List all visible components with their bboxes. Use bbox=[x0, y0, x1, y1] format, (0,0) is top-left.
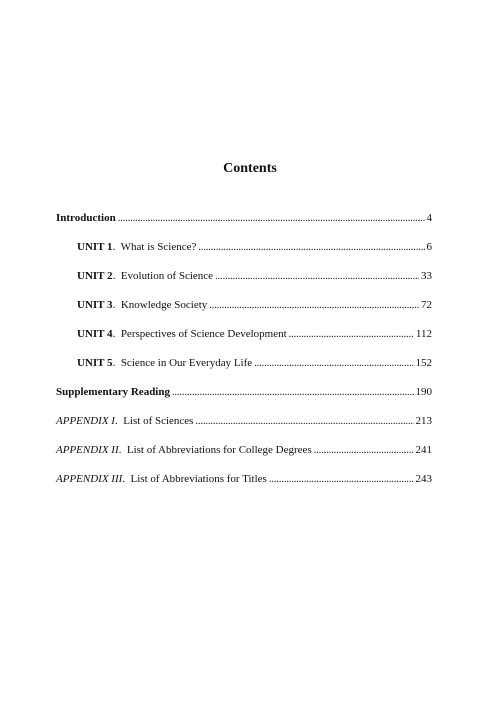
toc-entry-introduction[interactable] bbox=[56, 208, 432, 237]
dot-leader bbox=[314, 441, 414, 461]
toc-entry-unit-4[interactable] bbox=[56, 324, 432, 353]
toc-entry-label: Introduction bbox=[56, 212, 116, 224]
toc-entry-label: UNIT 5. Science in Our Everyday Life bbox=[77, 357, 253, 369]
toc-entry-label: APPENDIX I. List of Sciences bbox=[56, 415, 194, 427]
toc-entry-appendix-3[interactable] bbox=[56, 469, 432, 498]
toc-page-number: 241 bbox=[415, 444, 432, 456]
dot-leader bbox=[254, 354, 413, 374]
dot-leader bbox=[269, 470, 414, 490]
table-of-contents bbox=[56, 208, 432, 498]
toc-entry-appendix-1[interactable] bbox=[56, 411, 432, 440]
toc-page-number: 33 bbox=[421, 270, 432, 282]
page-title: Contents bbox=[223, 161, 277, 176]
toc-page-number: 213 bbox=[415, 415, 432, 427]
dot-leader bbox=[198, 238, 424, 258]
toc-entry-appendix-2[interactable] bbox=[56, 440, 432, 469]
dot-leader bbox=[172, 383, 414, 403]
dot-leader bbox=[215, 267, 419, 287]
dot-leader bbox=[118, 209, 425, 229]
toc-page-number: 243 bbox=[415, 473, 432, 485]
toc-entry-label: UNIT 1. What is Science? bbox=[77, 241, 197, 253]
toc-page-number: 6 bbox=[426, 241, 432, 253]
toc-page-number: 4 bbox=[426, 212, 432, 224]
toc-entry-unit-2[interactable] bbox=[56, 266, 432, 295]
toc-page-number: 190 bbox=[415, 386, 432, 398]
toc-page-number: 112 bbox=[415, 328, 432, 340]
toc-page-number: 152 bbox=[415, 357, 432, 369]
dot-leader bbox=[209, 296, 419, 316]
toc-entry-label: UNIT 3. Knowledge Society bbox=[77, 299, 208, 311]
toc-page-number: 72 bbox=[421, 299, 432, 311]
dot-leader bbox=[289, 325, 414, 345]
toc-entry-supplementary-reading[interactable] bbox=[56, 382, 432, 411]
dot-leader bbox=[195, 412, 413, 432]
toc-entry-label: APPENDIX III. List of Abbreviations for Titles bbox=[56, 473, 267, 485]
toc-entry-label: UNIT 2. Evolution of Science bbox=[77, 270, 214, 282]
toc-entry-label: APPENDIX II. List of Abbreviations for College Degrees bbox=[56, 444, 312, 456]
toc-entry-unit-3[interactable] bbox=[56, 295, 432, 324]
toc-entry-label: Supplementary Reading bbox=[56, 386, 170, 398]
toc-entry-label: UNIT 4. Perspectives of Science Development bbox=[77, 328, 287, 340]
toc-entry-unit-5[interactable] bbox=[56, 353, 432, 382]
toc-entry-unit-1[interactable] bbox=[56, 237, 432, 266]
